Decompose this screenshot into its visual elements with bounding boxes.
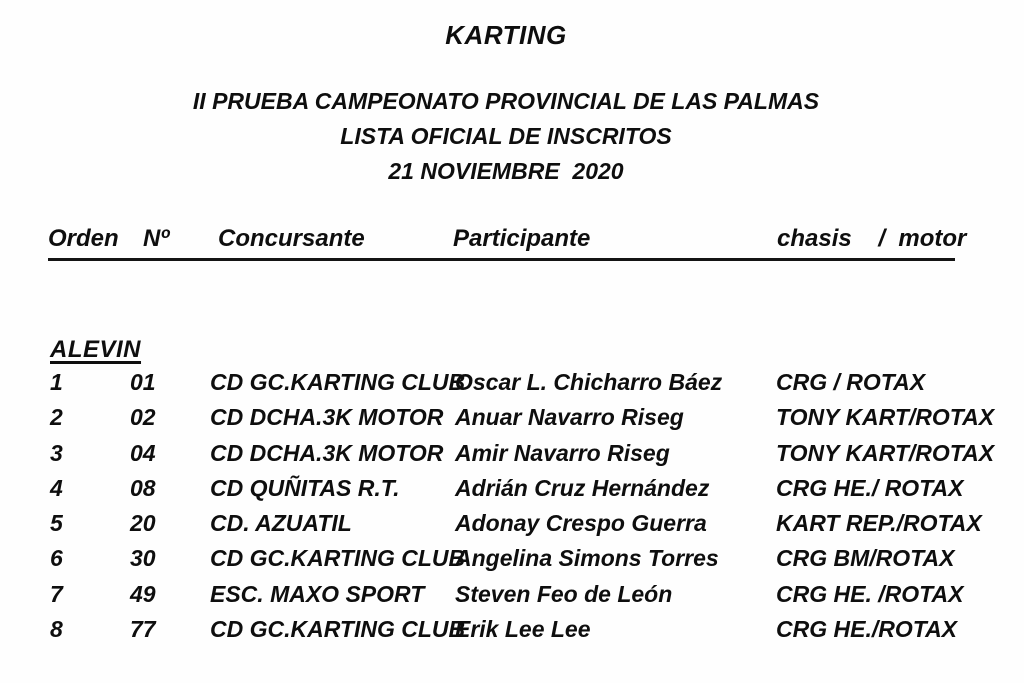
cell-orden: 5 bbox=[50, 510, 63, 537]
cell-chasis-motor: TONY KART/ROTAX bbox=[776, 404, 995, 431]
cell-numero: 02 bbox=[130, 404, 156, 431]
cell-chasis-motor: CRG HE. /ROTAX bbox=[776, 580, 964, 607]
cell-orden: 8 bbox=[50, 616, 63, 643]
cell-participante: Angelina Simons Torres bbox=[455, 545, 719, 572]
cell-chasis-motor: CRG HE./ROTAX bbox=[776, 616, 958, 643]
cell-concursante: CD GC.KARTING CLUB bbox=[210, 545, 466, 572]
table-row bbox=[50, 616, 958, 651]
table-header-row bbox=[48, 225, 967, 261]
column-header-concursante: Concursante bbox=[218, 225, 365, 252]
table-row bbox=[50, 510, 982, 545]
cell-numero: 30 bbox=[130, 545, 156, 572]
cell-numero: 20 bbox=[130, 510, 156, 537]
cell-orden: 3 bbox=[50, 439, 63, 466]
column-header-numero: Nº bbox=[143, 225, 170, 252]
cell-participante: Oscar L. Chicharro Báez bbox=[455, 369, 723, 395]
cell-orden: 1 bbox=[50, 369, 63, 395]
table-row bbox=[50, 369, 955, 404]
table-row bbox=[50, 474, 964, 510]
cell-concursante: CD GC.KARTING CLUB bbox=[210, 369, 466, 395]
subtitle-list-title: LISTA OFICIAL DE INSCRITOS bbox=[340, 123, 672, 149]
cell-chasis-motor: CRG HE./ ROTAX bbox=[776, 474, 964, 501]
subtitle-date: 21 NOVIEMBRE 2020 bbox=[388, 158, 624, 184]
cell-chasis-motor: TONY KART/ROTAX bbox=[776, 439, 995, 466]
cell-participante: Steven Feo de León bbox=[455, 580, 673, 607]
table-row bbox=[50, 439, 995, 475]
column-header-orden: Orden bbox=[48, 225, 119, 252]
cell-chasis-motor: CRG / ROTAX bbox=[776, 369, 926, 395]
cell-participante: Anuar Navarro Riseg bbox=[455, 404, 684, 431]
cell-concursante: ESC. MAXO SPORT bbox=[210, 580, 425, 607]
cell-chasis-motor: KART REP./ROTAX bbox=[776, 510, 982, 537]
cell-concursante: CD DCHA.3K MOTOR bbox=[210, 404, 444, 431]
table-row bbox=[50, 545, 955, 580]
table-row bbox=[50, 404, 995, 439]
subtitle-championship: II PRUEBA CAMPEONATO PROVINCIAL DE LAS PALMAS bbox=[192, 88, 820, 114]
entries-table bbox=[50, 369, 995, 651]
cell-numero: 08 bbox=[130, 474, 156, 501]
column-header-participante: Participante bbox=[453, 225, 591, 252]
document-subtitle-block bbox=[0, 84, 1012, 189]
cell-participante: Adonay Crespo Guerra bbox=[455, 510, 707, 537]
section-heading-alevin: ALEVIN bbox=[50, 336, 142, 363]
cell-numero: 01 bbox=[130, 369, 156, 395]
table-row bbox=[50, 580, 964, 616]
cell-orden: 4 bbox=[50, 474, 63, 501]
cell-numero: 04 bbox=[130, 439, 156, 466]
cell-concursante: CD QUÑITAS R.T. bbox=[210, 474, 400, 501]
cell-orden: 2 bbox=[50, 404, 63, 431]
cell-numero: 77 bbox=[130, 616, 156, 643]
cell-participante: Adrián Cruz Hernández bbox=[455, 474, 710, 501]
cell-orden: 7 bbox=[50, 580, 63, 607]
cell-participante: Amir Navarro Riseg bbox=[455, 439, 670, 466]
cell-orden: 6 bbox=[50, 545, 63, 572]
document-title: KARTING bbox=[445, 20, 567, 50]
cell-concursante: CD. AZUATIL bbox=[210, 510, 352, 537]
cell-concursante: CD DCHA.3K MOTOR bbox=[210, 439, 444, 466]
column-header-chasis-motor: chasis / motor bbox=[777, 225, 967, 252]
cell-chasis-motor: CRG BM/ROTAX bbox=[776, 545, 955, 572]
cell-concursante: CD GC.KARTING CLUB bbox=[210, 616, 466, 643]
cell-participante: Erik Lee Lee bbox=[455, 616, 591, 643]
cell-numero: 49 bbox=[130, 580, 156, 607]
